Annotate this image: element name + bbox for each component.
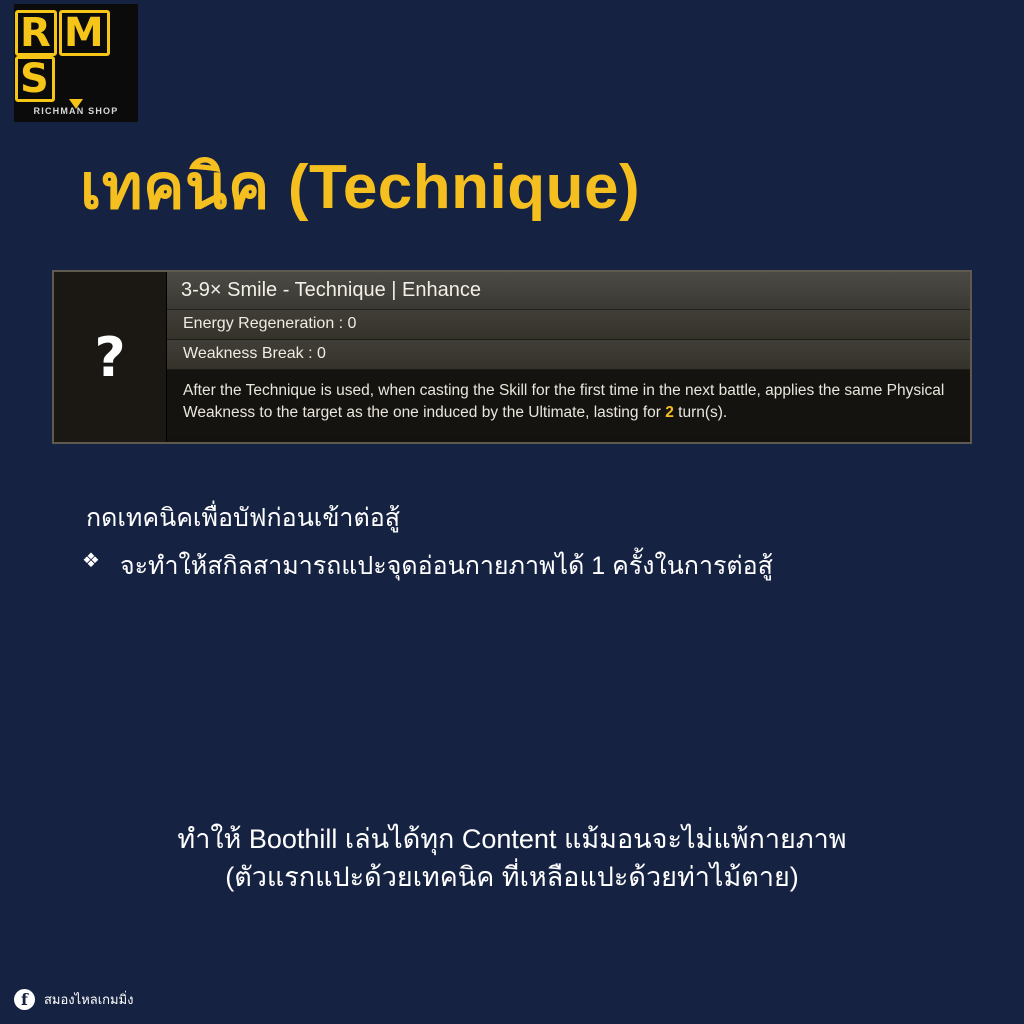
brand-letter-s: S (15, 56, 55, 102)
skill-description (167, 370, 970, 436)
brand-letter-m: M (59, 10, 110, 56)
skill-icon-placeholder: ? (54, 272, 166, 442)
closing-paragraph (0, 820, 1024, 897)
skill-card-body (166, 272, 970, 442)
brand-subtitle: RICHMAN SHOP (33, 106, 119, 116)
skill-description-pre: After the Technique is used, when casting the Skill for the first time in the next battle, applies the same Physical Weakness to the target as the one induced by the Ultimate, lasting for (183, 382, 945, 421)
page-title (80, 138, 640, 236)
page-title-thai: เทคนิค (80, 153, 270, 222)
brand-mark (14, 10, 138, 102)
skill-stat-weakness-break: Weakness Break : 0 (167, 340, 970, 370)
brand-logo (14, 4, 138, 122)
skill-card-header: 3-9× Smile - Technique | Enhance (167, 272, 970, 310)
brand-letter-r: R (15, 10, 57, 56)
down-arrow-icon (69, 99, 83, 109)
footer-page-name: สมองไหลเกมมิ่ง (44, 992, 134, 1007)
bullet-icon: ❖ (82, 550, 100, 572)
skill-description-highlight: 2 (665, 404, 674, 421)
closing-line-1: ทำให้ Boothill เล่นได้ทุก Content แม้มอนจะไม่แพ้กายภาพ (177, 824, 847, 854)
page-title-english: (Technique) (287, 153, 641, 222)
skill-card (52, 270, 972, 444)
skill-description-post: turn(s). (673, 404, 728, 421)
footer-social (14, 989, 134, 1010)
bullet-item-1 (82, 546, 773, 586)
closing-line-2: (ตัวแรกแปะด้วยเทคนิค ที่เหลือแปะด้วยท่าไม้ตาย) (225, 862, 799, 893)
body-line-1: กดเทคนิคเพื่อบัฟก่อนเข้าต่อสู้ (86, 504, 400, 532)
skill-stat-energy-regeneration: Energy Regeneration : 0 (167, 310, 970, 340)
bullet-item-1-label: จะทำให้สกิลสามารถแปะจุดอ่อนกายภาพได้ 1 ครั้งในการต่อสู้ (119, 552, 773, 580)
facebook-icon: f (14, 989, 35, 1010)
